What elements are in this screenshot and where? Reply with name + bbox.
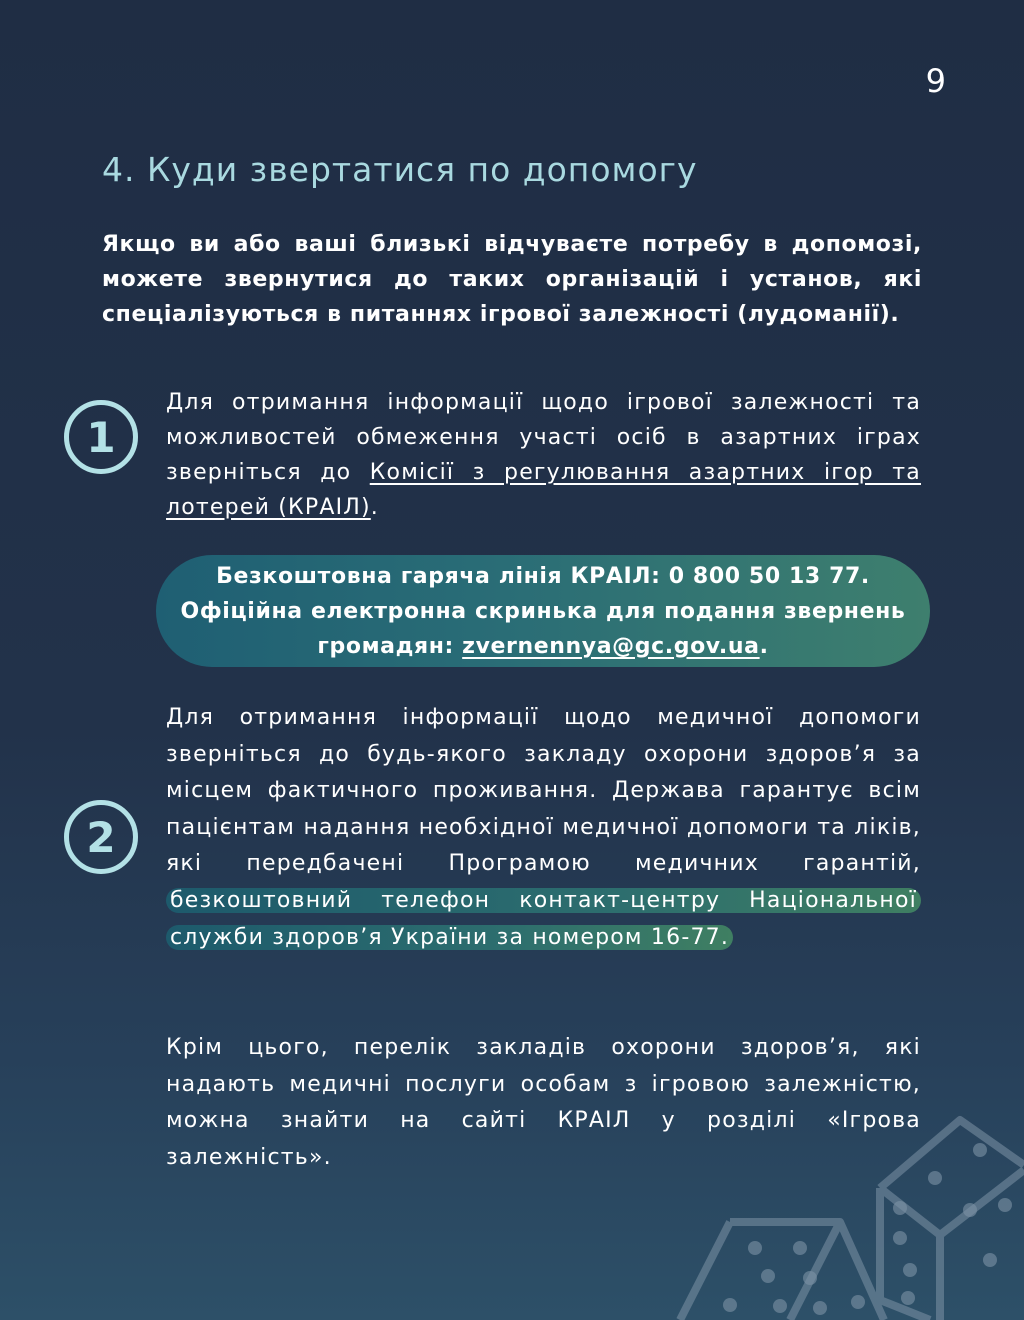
email-link[interactable]: zvernennya@gc.gov.ua <box>462 633 760 659</box>
hotline-email-prefix: громадян: <box>317 633 463 659</box>
number-circle-2: 2 <box>64 800 138 874</box>
page-number: 9 <box>925 62 946 100</box>
krail-info-text: Для отримання інформації щодо ігрової залежності та можливостей обмеження участі осіб в азартних іграх зверніться до <box>166 390 921 485</box>
hotline-phone-line: Безкоштовна гаряча лінія КРАІЛ: 0 800 50 13 77. <box>216 563 870 589</box>
dice-icon <box>670 1110 1024 1320</box>
hotline-email-line <box>317 629 768 664</box>
krail-commission-link[interactable]: Комісії з регулювання азартних ігор та лотерей (КРАІЛ) <box>166 460 921 520</box>
intro-paragraph: Якщо ви або ваші близькі відчуваєте потребу в допомозі, можете звернутися до таких організацій і установ, які спеціалізуються в питаннях ігрової залежності (лудоманії). <box>102 232 922 327</box>
number-circle-1: 1 <box>64 400 138 474</box>
medical-info-text: Для отримання інформації щодо медичної допомоги зверніться до будь-якого закладу охорони здоров’я за місцем фактичного проживання. Держава гарантує всім пацієнтам надання необхідної медичної допомоги та ліків, які передбачені Програмою медичних гарантій, <box>166 705 921 877</box>
krail-info-end: . <box>370 495 379 520</box>
extra-info-paragraph: Крім цього, перелік закладів охорони здоров’я, які надають медичні послуги особам з ігровою залежністю, можна знайти на сайті КРАІЛ у розділі «Ігрова залежність». <box>166 1035 921 1170</box>
nszu-contact-highlight: безкоштовний телефон контакт-центру Національної служби здоров’я України за номером 16-77. <box>166 888 921 950</box>
hotline-email-caption: Офіційна електронна скринька для подання звернень <box>180 598 906 624</box>
section-title: 4. Куди звертатися по допомогу <box>102 150 698 189</box>
hotline-email-suffix: . <box>759 633 769 659</box>
hotline-box <box>156 555 930 667</box>
krail-info-paragraph <box>166 385 921 525</box>
medical-info-paragraph <box>166 700 921 956</box>
